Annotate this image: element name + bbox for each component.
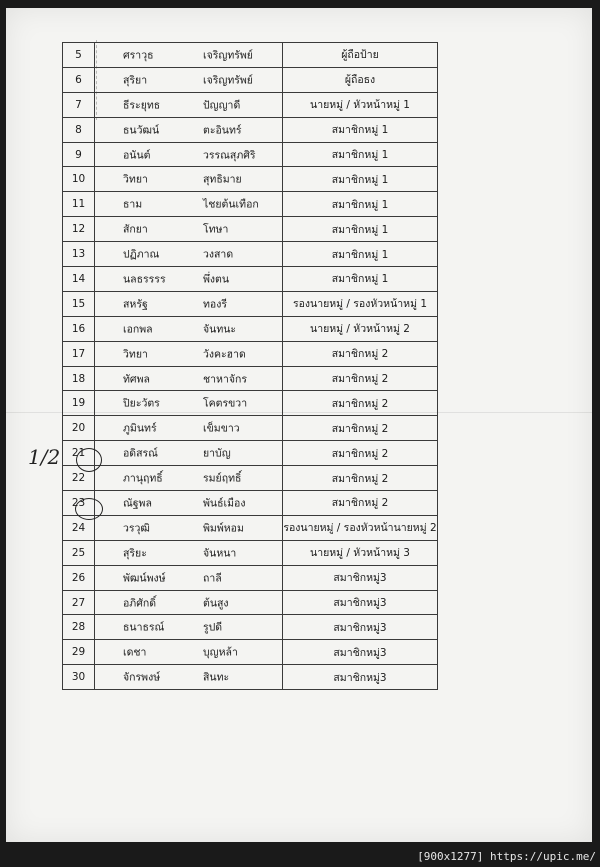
table-row: [63, 441, 438, 466]
table-row: [63, 142, 438, 167]
member-name-cell: [95, 391, 283, 416]
member-role: สมาชิกหมู่3: [283, 565, 438, 590]
table-row: [63, 491, 438, 516]
table-row: [63, 291, 438, 316]
member-name-cell: [95, 192, 283, 217]
row-number: 27: [63, 590, 95, 615]
first-name: ธาม: [123, 198, 143, 211]
last-name: ยาบัญ: [203, 447, 231, 460]
last-name: ปัญญาดี: [203, 99, 241, 112]
first-name: ทัศพล: [123, 373, 150, 386]
table-row: [63, 615, 438, 640]
member-role: สมาชิกหมู่3: [283, 665, 438, 690]
first-name: ธีระยุทธ: [123, 99, 161, 112]
first-name: วิทยา: [123, 173, 148, 186]
last-name: พันธ์เมือง: [203, 497, 246, 510]
handwritten-margin-note: 1/2: [28, 445, 61, 469]
member-name-cell: [95, 43, 283, 68]
member-name-cell: [95, 117, 283, 142]
row-number: 23: [63, 491, 95, 516]
first-name: สุริยา: [123, 74, 148, 87]
member-name-cell: [95, 142, 283, 167]
row-number: 15: [63, 291, 95, 316]
member-name-cell: [95, 416, 283, 441]
member-name-cell: [95, 366, 283, 391]
first-name: วรวุฒิ: [123, 522, 150, 535]
member-role: สมาชิกหมู่ 1: [283, 117, 438, 142]
member-name-cell: [95, 491, 283, 516]
member-role: นายหมู่ / หัวหน้าหมู่ 1: [283, 92, 438, 117]
table-row: [63, 92, 438, 117]
last-name: จันหนา: [203, 547, 237, 560]
table-row: [63, 167, 438, 192]
member-role: สมาชิกหมู่ 2: [283, 391, 438, 416]
row-number: 6: [63, 67, 95, 92]
member-role: สมาชิกหมู่3: [283, 590, 438, 615]
row-number: 13: [63, 242, 95, 267]
member-role: สมาชิกหมู่ 2: [283, 466, 438, 491]
member-name-cell: [95, 316, 283, 341]
last-name: พิมพ์หอม: [203, 522, 244, 535]
first-name: ธนาธรณ์: [123, 621, 165, 634]
member-role: สมาชิกหมู่ 2: [283, 416, 438, 441]
row-number: 29: [63, 640, 95, 665]
row-number: 28: [63, 615, 95, 640]
table-row: [63, 540, 438, 565]
member-role: สมาชิกหมู่ 2: [283, 491, 438, 516]
first-name: อดิสรณ์: [123, 447, 158, 460]
table-row: [63, 341, 438, 366]
row-number: 24: [63, 515, 95, 540]
member-role: ผู้ถือธง: [283, 67, 438, 92]
member-name-cell: [95, 67, 283, 92]
table-row: [63, 590, 438, 615]
image-host-caption: [900x1277] https://upic.me/: [417, 850, 596, 863]
row-number: 7: [63, 92, 95, 117]
table-row: [63, 192, 438, 217]
member-name-cell: [95, 466, 283, 491]
row-number: 11: [63, 192, 95, 217]
first-name: ภูมินทร์: [123, 422, 157, 435]
row-number: 21: [63, 441, 95, 466]
member-name-cell: [95, 615, 283, 640]
row-number: 30: [63, 665, 95, 690]
first-name: นลธรรรร: [123, 273, 166, 286]
table-row: [63, 416, 438, 441]
table-row: [63, 117, 438, 142]
first-name: พัฒน์พงษ์: [123, 572, 166, 585]
row-number: 22: [63, 466, 95, 491]
last-name: ไชยต้นเทือก: [203, 198, 259, 211]
member-role: สมาชิกหมู่ 1: [283, 267, 438, 292]
last-name: สุทธิมาย: [203, 173, 242, 186]
row-number: 5: [63, 43, 95, 68]
first-name: ปิยะวัตร: [123, 397, 160, 410]
member-role: สมาชิกหมู่ 2: [283, 441, 438, 466]
row-number: 16: [63, 316, 95, 341]
member-role: สมาชิกหมู่3: [283, 615, 438, 640]
last-name: โทษา: [203, 223, 229, 236]
table-row: [63, 640, 438, 665]
member-name-cell: [95, 515, 283, 540]
row-number: 14: [63, 267, 95, 292]
first-name: ภานุฤทธิ์: [123, 472, 163, 485]
first-name: เอกพล: [123, 323, 153, 336]
first-name: อภิศักดิ์: [123, 597, 157, 610]
table-row: [63, 366, 438, 391]
first-name: วิทยา: [123, 348, 148, 361]
last-name: เจริญทรัพย์: [203, 74, 253, 87]
last-name: วรรณสุภศิริ: [203, 149, 256, 161]
last-name: วังคะฮาด: [203, 348, 246, 361]
last-name: ถาลี: [203, 572, 222, 585]
last-name: ทองรี: [203, 298, 227, 311]
first-name: ปฏิภาณ: [123, 248, 160, 261]
last-name: เจริญทรัพย์: [203, 49, 253, 62]
table-row: [63, 67, 438, 92]
last-name: วงสาด: [203, 248, 234, 261]
last-name: ชาหาจักร: [203, 373, 247, 386]
last-name: ต้นสูง: [203, 597, 229, 610]
member-name-cell: [95, 640, 283, 665]
member-name-cell: [95, 167, 283, 192]
row-number: 9: [63, 142, 95, 167]
member-role: สมาชิกหมู่ 1: [283, 217, 438, 242]
first-name: เดชา: [123, 646, 147, 659]
first-name: สหรัฐ: [123, 298, 148, 311]
first-name: ณัฐพล: [123, 497, 152, 510]
first-name: ศราวุธ: [123, 49, 154, 62]
row-number: 17: [63, 341, 95, 366]
member-name-cell: [95, 665, 283, 690]
member-name-cell: [95, 441, 283, 466]
last-name: รูปดี: [203, 621, 223, 634]
member-role: สมาชิกหมู่ 1: [283, 167, 438, 192]
row-number: 26: [63, 565, 95, 590]
first-name: สักยา: [123, 223, 148, 236]
member-role: ผู้ถือป้าย: [283, 43, 438, 68]
member-name-cell: [95, 92, 283, 117]
member-role: นายหมู่ / หัวหน้าหมู่ 3: [283, 540, 438, 565]
member-name-cell: [95, 590, 283, 615]
member-table: [62, 42, 438, 690]
table-row: [63, 267, 438, 292]
row-number: 10: [63, 167, 95, 192]
table-row: [63, 43, 438, 68]
last-name: บุญหล้า: [203, 646, 238, 659]
row-number: 18: [63, 366, 95, 391]
member-role: สมาชิกหมู่3: [283, 640, 438, 665]
last-name: ตะอินทร์: [203, 124, 242, 137]
last-name: พึ่งตน: [203, 273, 230, 286]
member-role: สมาชิกหมู่ 2: [283, 366, 438, 391]
last-name: จันทนะ: [203, 323, 237, 336]
last-name: รมย์ฤทธิ์: [203, 472, 242, 485]
member-name-cell: [95, 540, 283, 565]
table-row: [63, 466, 438, 491]
member-name-cell: [95, 267, 283, 292]
member-role: สมาชิกหมู่ 2: [283, 341, 438, 366]
table-row: [63, 665, 438, 690]
row-number: 20: [63, 416, 95, 441]
member-name-cell: [95, 565, 283, 590]
table-row: [63, 565, 438, 590]
first-name: อนันต์: [123, 149, 151, 161]
table-row: [63, 217, 438, 242]
member-role: สมาชิกหมู่ 1: [283, 192, 438, 217]
table-row: [63, 242, 438, 267]
member-role: นายหมู่ / หัวหน้าหมู่ 2: [283, 316, 438, 341]
member-role: รองนายหมู่ / รองหัวหน้านายหมู่ 2: [283, 515, 438, 540]
table-row: [63, 515, 438, 540]
row-number: 12: [63, 217, 95, 242]
member-name-cell: [95, 341, 283, 366]
member-name-cell: [95, 217, 283, 242]
member-role: สมาชิกหมู่ 1: [283, 142, 438, 167]
first-name: ธนวัฒน์: [123, 124, 160, 137]
row-number: 8: [63, 117, 95, 142]
member-name-cell: [95, 242, 283, 267]
member-role: รองนายหมู่ / รองหัวหน้าหมู่ 1: [283, 291, 438, 316]
first-name: จักรพงษ์: [123, 671, 161, 684]
first-name: สุริยะ: [123, 547, 147, 560]
row-number: 25: [63, 540, 95, 565]
last-name: เข็มขาว: [203, 422, 240, 435]
last-name: โคตรขวา: [203, 397, 248, 410]
last-name: สินทะ: [203, 671, 230, 684]
table-row: [63, 316, 438, 341]
member-role: สมาชิกหมู่ 1: [283, 242, 438, 267]
table-row: [63, 391, 438, 416]
member-name-cell: [95, 291, 283, 316]
row-number: 19: [63, 391, 95, 416]
